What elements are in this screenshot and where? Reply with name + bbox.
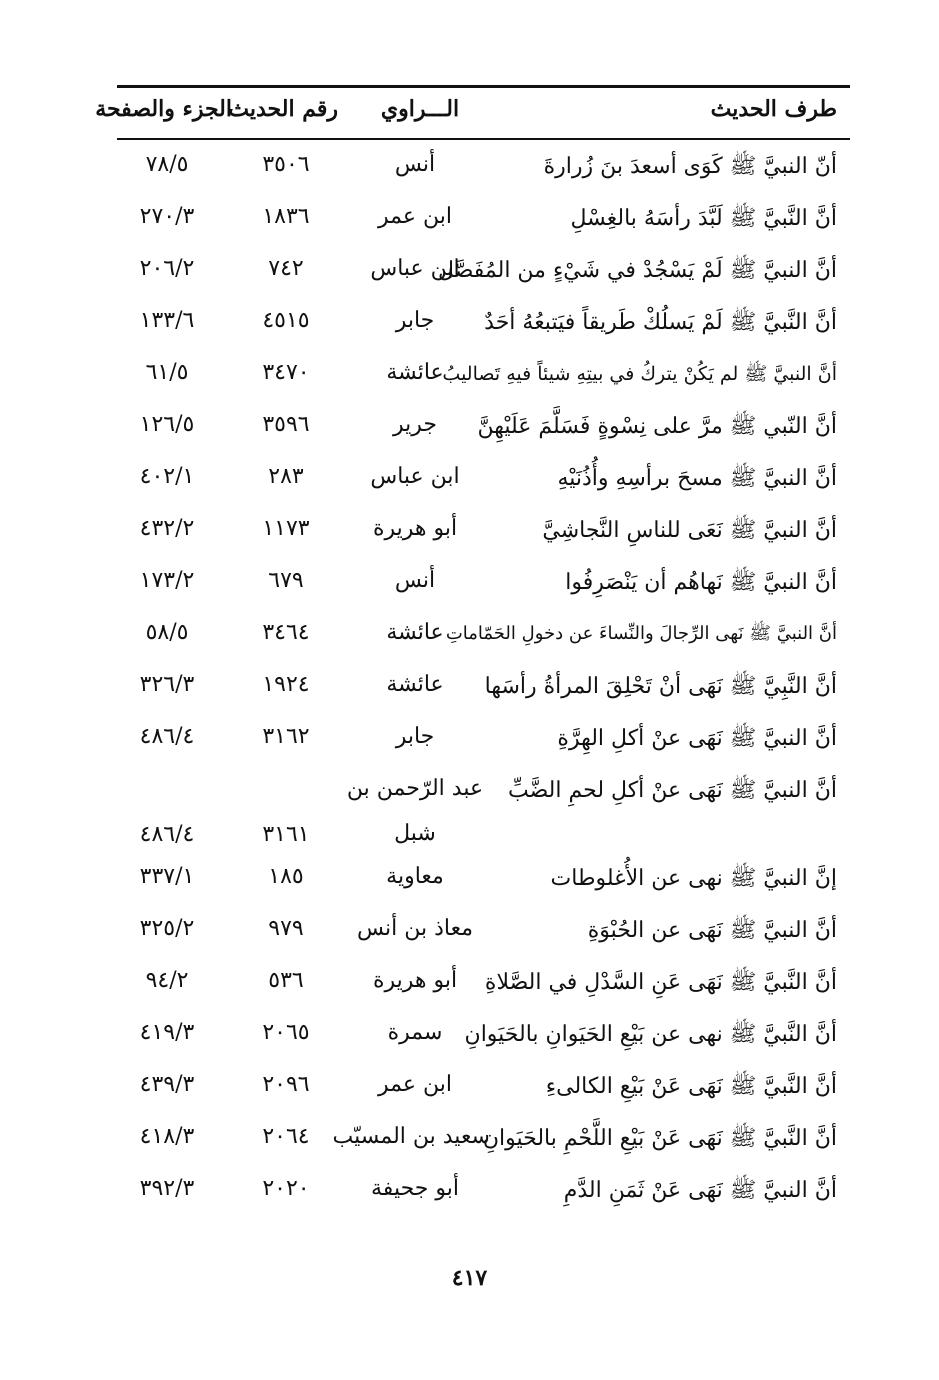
table-row [0,244,939,296]
hadith-number: ٣٥٩٦ [262,412,310,437]
rawi: سعيد بن المسيّب [332,1124,490,1149]
volume-page: ٩٤/٢ [145,968,189,993]
volume-page: ٤٨٦/٤ [139,822,195,847]
hadith-number: ٦٧٩ [268,568,304,593]
volume-page: ٣٩٢/٣ [139,1176,195,1201]
hadith-number: ٩٧٩ [268,916,304,941]
page-number: ٤١٧ [451,1265,488,1291]
rawi: معاذ بن أنس [356,916,474,941]
hadith-number: ٣١٦١ [262,822,310,847]
table-row [0,764,939,852]
volume-page: ٢٧٠/٣ [139,204,195,229]
hadith-text: أنَّ النَّبِيَّ ﷺ نَهَى أنْ تَحْلِقَ المرأةُ رأسَها [484,674,837,699]
hadith-text: أنَّ النبيَّ ﷺ لم يَكُنْ يتركُ في بيتِهِ شيئاً فيهِ تَصاليبُ [442,363,837,385]
hadith-number: ١٨٣٦ [262,204,310,229]
volume-page: ٤٣٩/٣ [139,1072,195,1097]
top-rule [117,85,850,88]
header-number: رقم الحديث [228,96,338,122]
hadith-number: ١١٧٣ [262,516,310,541]
hadith-number: ٣٤٦٤ [262,620,310,645]
table-row [0,140,939,192]
volume-page: ٣٣٧/١ [139,864,195,889]
rawi: أنس [394,568,436,593]
volume-page: ٤٨٦/٤ [139,724,195,749]
table-row [0,660,939,712]
table-row [0,192,939,244]
hadith-number: ١٨٥ [268,864,304,889]
volume-page: ٤١٨/٣ [139,1124,195,1149]
hadith-text: إنَّ النبيَّ ﷺ نهى عن الأُغلوطات [550,866,837,891]
hadith-text: أنَّ النبيَّ ﷺ نَهَى عنْ أكلِ الهِرَّةِ [557,726,837,751]
rawi: عائشة [386,620,444,645]
volume-page: ٥٨/٥ [145,620,189,645]
hadith-text: أنَّ النَّبيَّ ﷺ لَبَّدَ رأسَهُ بالغِسْلِ [570,206,837,231]
rawi: أنس [394,152,436,177]
rawi: ابن عمر [378,1072,452,1097]
table-row [0,504,939,556]
rawi: سمرة [387,1020,443,1045]
hadith-text: أنَّ النّبي ﷺ مرَّ على نِسْوةٍ فَسَلَّمَ عَلَيْهِنَّ [477,414,837,439]
table-row [0,956,939,1008]
header-volume-page: الجزء والصفحة [95,96,232,122]
table-row [0,296,939,348]
hadith-text: أنَّ النَّبيَّ ﷺ نَهَى عَنْ بَيْعِ الكالىءِ [545,1074,837,1099]
rawi: أبو هريرة [372,968,458,993]
rawi: ابن عمر [378,204,452,229]
table-row [0,452,939,504]
rawi: عائشة [386,672,444,697]
volume-page: ٣٢٥/٢ [139,916,195,941]
hadith-text: أنَّ النَّبيَّ ﷺ نهى عن بَيْعِ الحَيَوانِ بالحَيَوانِ [464,1022,837,1047]
hadith-text: أنَّ النبيَّ ﷺ نَهاهُم أن يَنْصَرِفُوا [565,570,837,595]
table-row [0,1060,939,1112]
hadith-number: ٤٥١٥ [262,308,310,333]
hadith-number: ٥٣٦ [268,968,304,993]
table-row [0,712,939,764]
rawi [340,776,490,846]
header-hadith: طرف الحديث [710,96,837,122]
rawi: معاوية [386,864,444,889]
table-row [0,852,939,904]
hadith-text: أنَّ النَّبيَّ ﷺ نَهَى عَنْ بَيْعِ اللَّحْمِ بالحَيَوانِ [482,1126,837,1151]
rawi: أبو جحيفة [371,1176,459,1201]
rawi: ابن عباس [370,256,460,281]
volume-page: ١٧٣/٢ [139,568,195,593]
table-row [0,1112,939,1164]
hadith-number: ٢٠٩٦ [262,1072,310,1097]
rawi: جابر [395,308,435,333]
table-row [0,1164,939,1216]
volume-page: ٤١٩/٣ [139,1020,195,1045]
hadith-text: أنَّ النبيَّ ﷺ مسحَ برأسِهِ وأُذُنَيْهِ [557,466,837,491]
volume-page: ٣٢٦/٣ [139,672,195,697]
volume-page: ٤٠٢/١ [139,464,195,489]
volume-page: ٤٣٢/٢ [139,516,195,541]
hadith-number: ٢٠٦٤ [262,1124,310,1149]
hadith-text: أنَّ النَّبيَّ ﷺ نَهَى عَنِ السَّدْلِ في الصَّلاةِ [484,970,837,995]
table-row [0,904,939,956]
rawi: ابن عباس [370,464,460,489]
table-row [0,400,939,452]
hadith-text: أنَّ النبيَّ ﷺ لَمْ يَسْجُدْ في شَيْءٍ من المُفَصَّل [438,258,837,283]
header-rawi: الـــراوي [380,96,460,122]
table-row [0,608,939,660]
volume-page: ٧٨/٥ [145,152,189,177]
rawi: عائشة [386,360,444,385]
hadith-number: ٣١٦٢ [262,724,310,749]
hadith-number: ٢٠٦٥ [262,1020,310,1045]
hadith-number: ٧٤٢ [268,256,304,281]
table-row [0,1008,939,1060]
rawi: أبو هريرة [372,516,458,541]
rawi: جرير [393,412,437,437]
hadith-number: ٢٠٢٠ [262,1176,310,1201]
rawi-line-2: شبل [394,821,436,846]
volume-page: ١٣٣/٦ [139,308,195,333]
hadith-text: أنَّ النبيَّ ﷺ نَعَى للناسِ النَّجاشِيَّ [542,518,837,543]
hadith-text: أنَّ النبيَّ ﷺ نَهى الرِّجالَ والنِّساءَ عن دخولِ الحَمّاماتِ [445,623,837,644]
rawi-line-1: عبد الرّحمن بن [346,776,484,801]
hadith-table [0,140,939,1216]
hadith-text: أنّ النبيَّ ﷺ كَوَى أسعدَ بنَ زُرارةَ [543,154,837,179]
hadith-number: ٣٤٧٠ [262,360,310,385]
hadith-number: ٣٥٠٦ [262,152,310,177]
volume-page: ٦١/٥ [145,360,189,385]
rawi: جابر [395,724,435,749]
hadith-text: أنَّ النبيَّ ﷺ نَهَى عن الحُبْوَةِ [587,918,837,943]
hadith-number: ١٩٢٤ [262,672,310,697]
volume-page: ١٢٦/٥ [139,412,195,437]
volume-page: ٢٠٦/٢ [139,256,195,281]
hadith-number: ٢٨٣ [268,464,304,489]
table-row [0,348,939,400]
hadith-text: أنَّ النبيَّ ﷺ نَهَى عَنْ ثَمَنِ الدَّمِ [563,1178,837,1203]
table-row [0,556,939,608]
hadith-text: أنَّ النبيَّ ﷺ نَهَى عنْ أكلِ لحمِ الضَّبِّ [508,778,837,803]
hadith-text: أنَّ النَّبيَّ ﷺ لَمْ يَسلُكْ طَريقاً فيَتبعُهُ أحَدٌ [484,310,837,335]
